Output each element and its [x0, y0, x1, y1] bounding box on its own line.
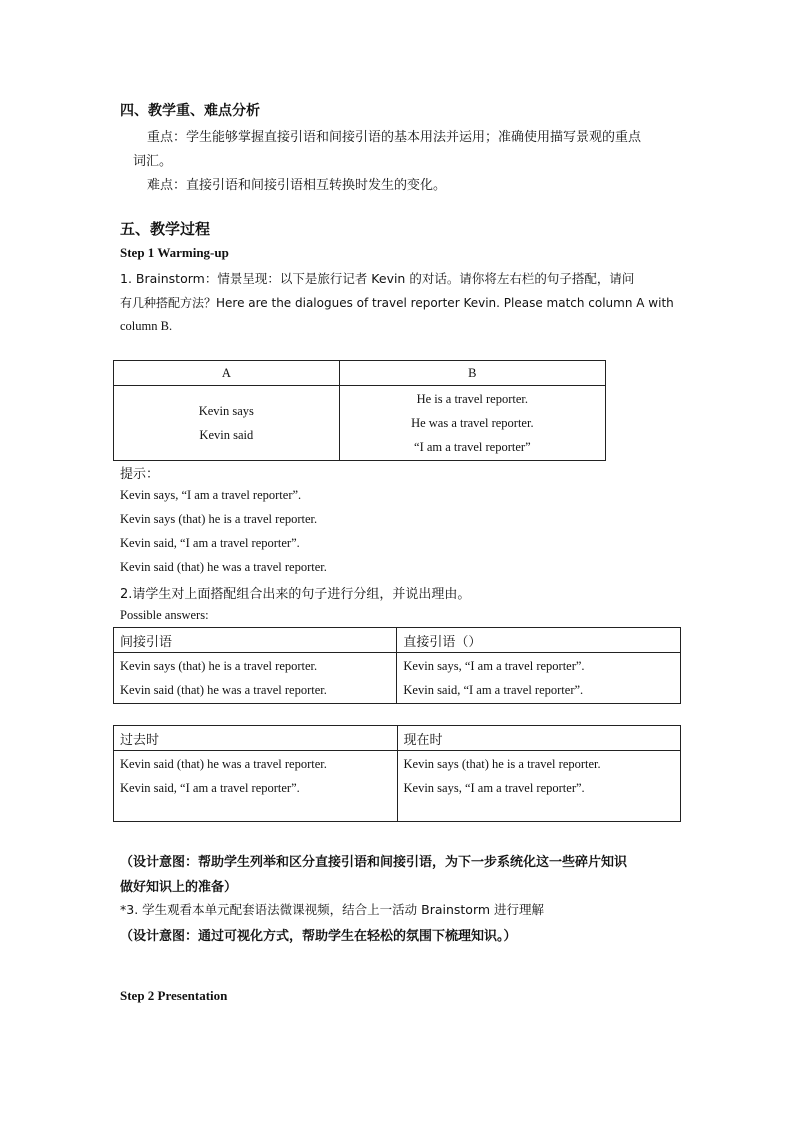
- difficulty-text: 难点：直接引语和间接引语相互转换时发生的变化。: [147, 178, 447, 193]
- task3-text: *3. 学生观看本单元配套语法微课视频，结合上一活动 Brainstorm 进行理解: [120, 902, 545, 917]
- step2-title: Step 2 Presentation: [120, 988, 228, 1003]
- column-a-item: Kevin says: [198, 404, 254, 418]
- hint-line: Kevin says, “I am a travel reporter”.: [120, 488, 302, 502]
- past-tense-header: 过去时: [114, 726, 398, 751]
- design-intent-2: （设计意图：通过可视化方式，帮助学生在轻松的氛围下梳理知识。）: [120, 929, 517, 944]
- past-tense-cell: [114, 751, 398, 822]
- indirect-speech-cell: [114, 653, 397, 704]
- indirect-speech-header: 间接引语: [114, 628, 397, 653]
- column-b-item: “I am a travel reporter”: [414, 440, 531, 454]
- header-b: B: [339, 361, 605, 386]
- hint-line: Kevin says (that) he is a travel reporter.: [120, 512, 318, 526]
- hint-line: Kevin said, “I am a travel reporter”.: [120, 536, 300, 550]
- table-row: Kevin says, “I am a travel reporter”.: [403, 659, 585, 673]
- column-b-cell: [339, 386, 605, 461]
- present-tense-cell: [397, 751, 681, 822]
- direct-speech-header: 直接引语（）: [397, 628, 681, 653]
- column-a-item: Kevin said: [199, 428, 254, 442]
- design-intent-1: （设计意图：帮助学生列举和区分直接引语和间接引语，为下一步系统化这一些碎片知识: [120, 855, 628, 870]
- brainstorm-text-1: 1. Brainstorm：情景呈现：以下是旅行记者 Kevin 的对话。请你将左右栏的句子搭配，请问: [120, 271, 635, 286]
- table-row: Kevin said, “I am a travel reporter”.: [120, 781, 300, 795]
- hint-line: Kevin said (that) he was a travel reporter.: [120, 560, 327, 574]
- section4-title: 四、教学重、难点分析: [120, 103, 260, 119]
- design-intent-1-cont: 做好知识上的准备）: [120, 880, 238, 895]
- table-row: Kevin says (that) he is a travel reporter.: [120, 659, 318, 673]
- column-a-cell: [114, 386, 340, 461]
- column-b-item: He is a travel reporter.: [416, 392, 529, 406]
- match-table: [113, 360, 606, 461]
- table-row: Kevin says, “I am a travel reporter”.: [403, 781, 585, 795]
- possible-answers-label: Possible answers:: [120, 608, 209, 622]
- hints-label: 提示：: [120, 467, 160, 482]
- present-tense-header: 现在时: [397, 726, 681, 751]
- table-row: Kevin said (that) he was a travel reporter.: [120, 683, 327, 697]
- header-a: A: [114, 361, 340, 386]
- brainstorm-text-2: 有几种搭配方法？Here are the dialogues of travel reporter Kevin. Please match column A with: [120, 296, 674, 310]
- direct-speech-cell: [397, 653, 681, 704]
- table-row: Kevin says (that) he is a travel reporter.: [403, 757, 601, 771]
- column-b-item: He was a travel reporter.: [411, 416, 534, 430]
- section5-title: 五、教学过程: [120, 220, 211, 238]
- table-row: Kevin said, “I am a travel reporter”.: [403, 683, 584, 697]
- key-point-text: 重点：学生能够掌握直接引语和间接引语的基本用法并运用；准确使用描写景观的重点: [147, 130, 642, 145]
- key-point-text-cont: 词汇。: [133, 154, 173, 169]
- step1-title: Step 1 Warming-up: [120, 245, 229, 260]
- task2-text: 2.请学生对上面搭配组合出来的句子进行分组，并说出理由。: [120, 587, 471, 602]
- speech-table: [113, 627, 681, 704]
- tense-table: [113, 725, 681, 822]
- table-row: Kevin said (that) he was a travel reporter.: [120, 757, 327, 771]
- brainstorm-text-3: column B.: [120, 319, 173, 333]
